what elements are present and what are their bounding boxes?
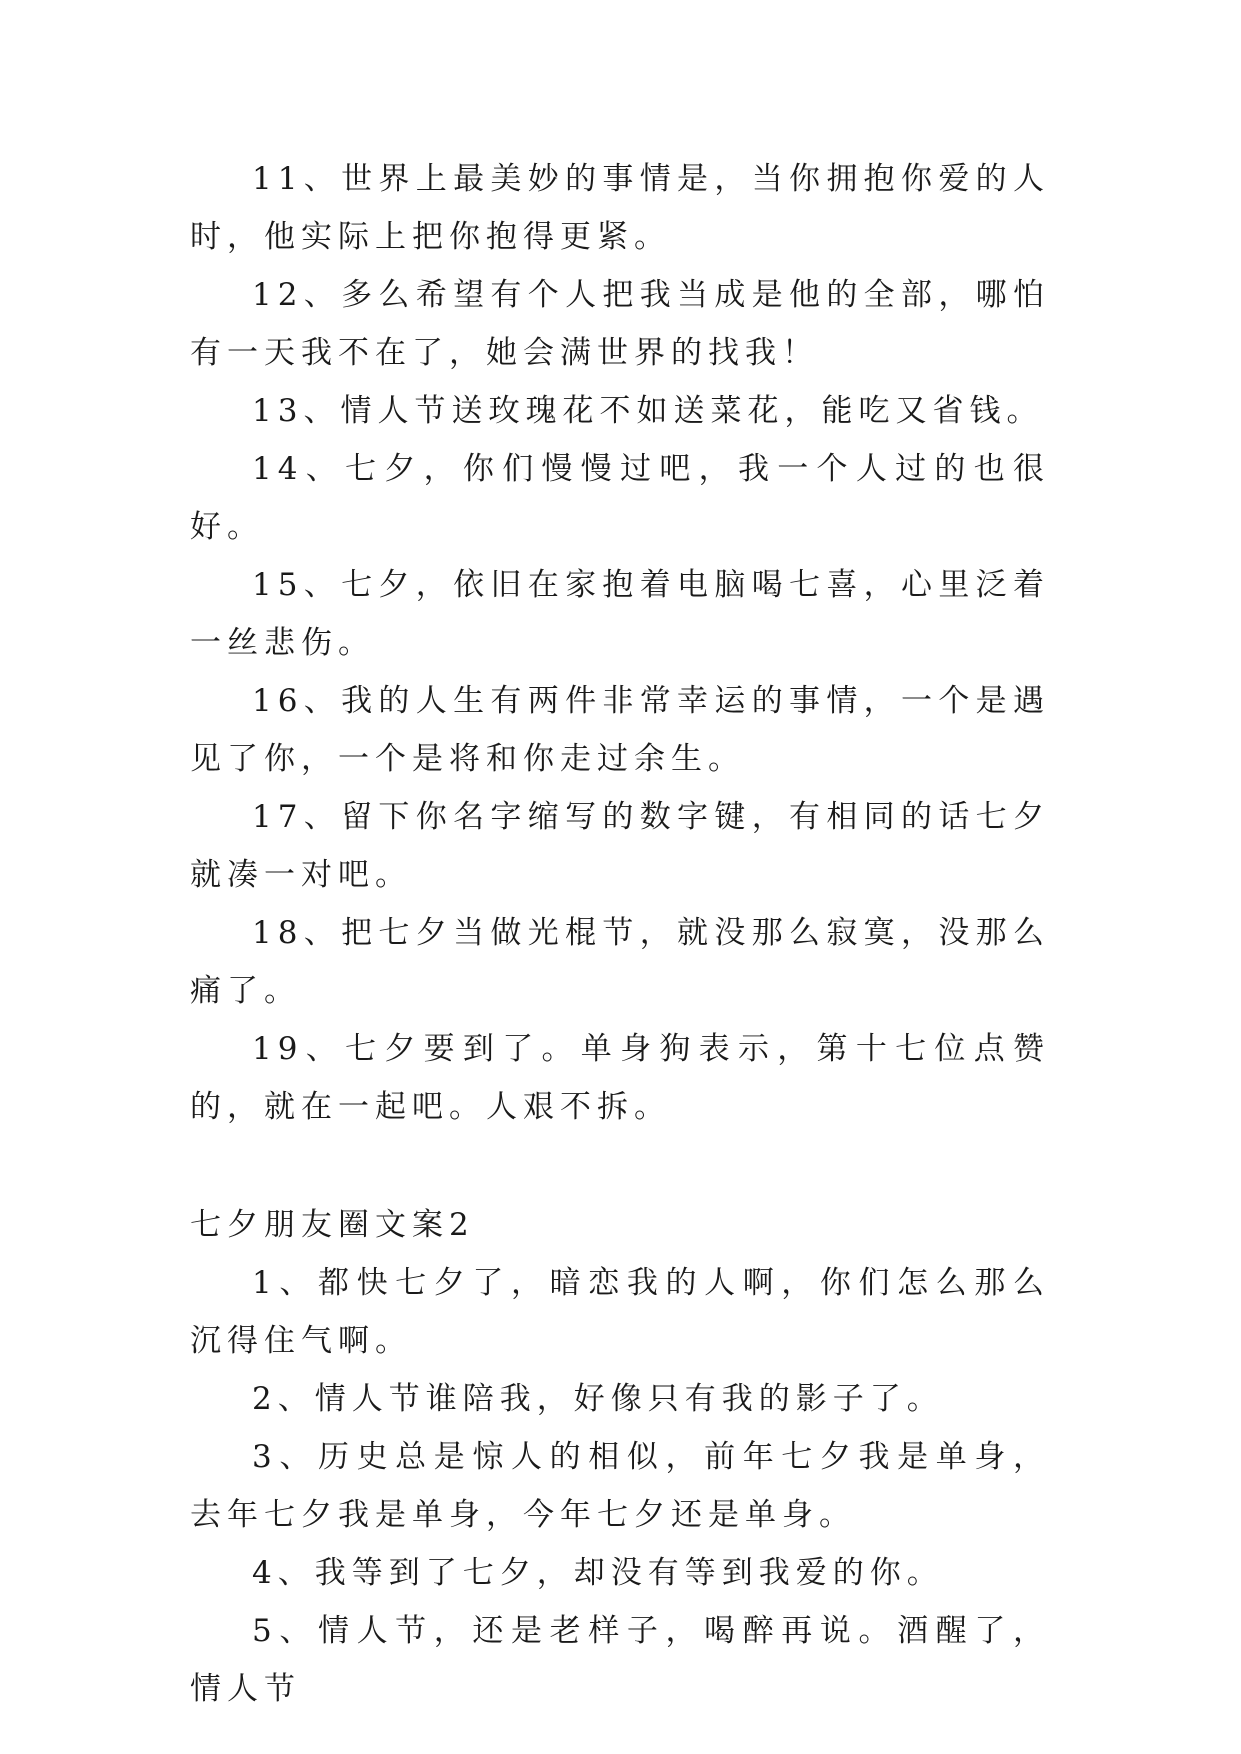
section-heading: 七夕朋友圈文案2	[190, 1207, 475, 1243]
list-item: 12、多么希望有个人把我当成是他的全部，哪怕有一天我不在了，她会满世界的找我！	[190, 277, 1050, 371]
list-item: 4、我等到了七夕，却没有等到我爱的你。	[252, 1555, 944, 1591]
list-item: 2、情人节谁陪我，好像只有我的影子了。	[252, 1381, 944, 1417]
list-item: 3、历史总是惊人的相似，前年七夕我是单身，去年七夕我是单身，今年七夕还是单身。	[190, 1439, 1050, 1533]
list-item: 1、都快七夕了，暗恋我的人啊，你们怎么那么沉得住气啊。	[190, 1265, 1050, 1359]
list-item: 17、留下你名字缩写的数字键，有相同的话七夕就凑一对吧。	[190, 799, 1050, 893]
list-item: 19、七夕要到了。单身狗表示，第十七位点赞的，就在一起吧。人艰不拆。	[190, 1031, 1050, 1125]
list-item: 14、七夕，你们慢慢过吧，我一个人过的也很好。	[190, 451, 1050, 545]
list-item: 16、我的人生有两件非常幸运的事情，一个是遇见了你，一个是将和你走过余生。	[190, 683, 1050, 777]
list-item: 5、情人节，还是老样子，喝醉再说。酒醒了，情人节	[190, 1613, 1050, 1707]
list-item: 13、情人节送玫瑰花不如送菜花，能吃又省钱。	[252, 393, 1044, 429]
list-item: 18、把七夕当做光棍节，就没那么寂寞，没那么痛了。	[190, 915, 1050, 1009]
list-item: 15、七夕，依旧在家抱着电脑喝七喜，心里泛着一丝悲伤。	[190, 567, 1050, 661]
document-body	[190, 150, 1050, 1718]
list-item: 11、世界上最美妙的事情是，当你拥抱你爱的人时，他实际上把你抱得更紧。	[190, 161, 1050, 255]
